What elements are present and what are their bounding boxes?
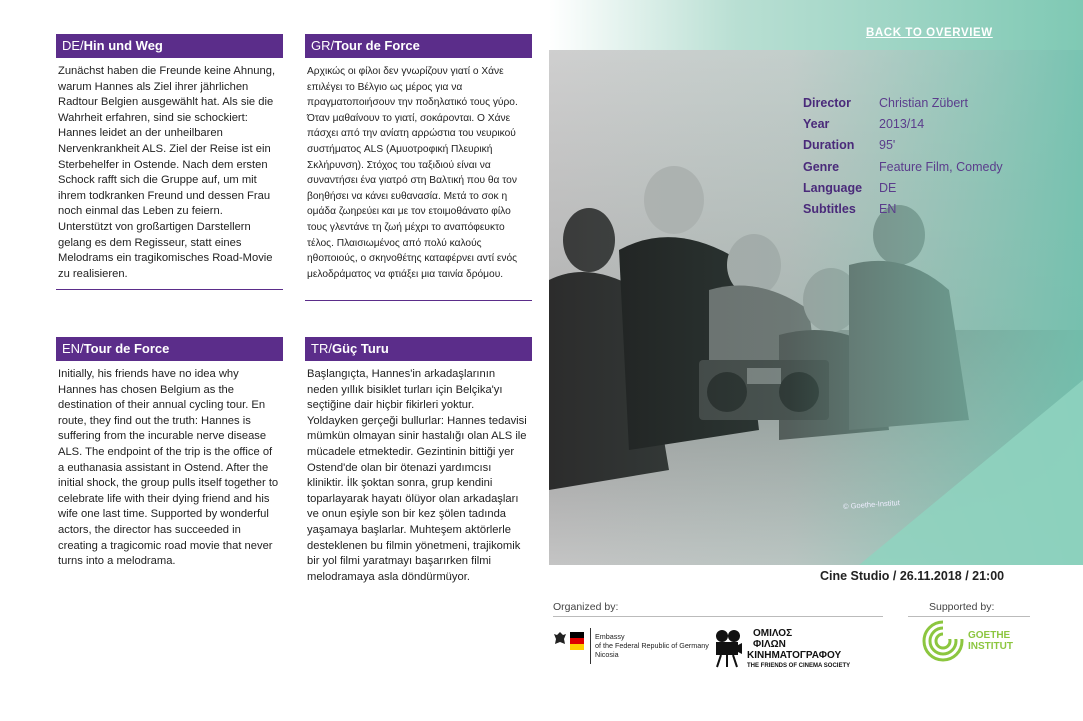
detail-row-director <box>803 92 1003 113</box>
detail-label: Genre <box>803 159 840 174</box>
section-de-body: Zunächst haben die Freunde keine Ahnung, warum Hannes als Ziel ihrer jährlichen Radtour Belgien ausgewählt hat. Als sie die Wahrheit erfahren, sind sie schockiert: Hannes leidet an der unheilbaren Nervenkrankheit ALS. Ziel der Reise ist ein Sterbehelfer in Ostende. Nach dem ersten Schock rafft sich die Gruppe auf, um mit ihrem todkranken Freund und dessen Frau noch einmal das Leben zu feiern. Unterstützt von großartigen Darstellern gelang es dem Regisseur, statt eines Melodrams ein tragikomisches Road-Movie zu realisieren. <box>58 65 276 280</box>
german-flag-icon <box>570 632 584 650</box>
section-gr-code: GR/ <box>311 38 335 53</box>
detail-label: Duration <box>803 138 855 153</box>
friends-line: ΟΜΙΛΟΣ <box>753 628 793 639</box>
detail-value: Christian Zübert <box>879 95 968 110</box>
section-tr-title: Güç Turu <box>331 341 389 356</box>
embassy-divider <box>590 628 591 664</box>
section-de <box>56 34 283 282</box>
section-de-rule <box>56 289 283 290</box>
section-de-header <box>56 34 283 58</box>
section-gr-header <box>305 34 532 58</box>
embassy-line: of the Federal Republic of Germany <box>595 641 709 650</box>
friends-text <box>747 628 850 671</box>
friends-line: ΦΙΛΩΝ <box>753 639 786 650</box>
detail-row-genre <box>803 156 1003 177</box>
goethe-line: GOETHE <box>968 630 1011 641</box>
friends-line: ΚΙΝΗΜΑΤΟΓΡΑΦΟΥ <box>747 650 842 661</box>
section-en-header <box>56 337 283 361</box>
friends-line: THE FRIENDS OF CINEMA SOCIETY <box>747 663 851 669</box>
film-details <box>803 92 1003 220</box>
detail-label: Subtitles <box>803 202 856 217</box>
detail-label: Director <box>803 95 851 110</box>
organized-divider <box>553 616 883 617</box>
detail-row-duration <box>803 135 1003 156</box>
embassy-line: Embassy <box>595 632 625 641</box>
goethe-text <box>968 630 1013 652</box>
goethe-logo-icon <box>922 620 964 662</box>
goethe-institut-logo <box>922 620 1013 662</box>
detail-label: Language <box>803 180 863 195</box>
detail-row-year <box>803 113 1003 134</box>
section-en-body: Initially, his friends have no idea why Hannes has chosen Belgium as the destination of their annual cycling tour. En route, they find out the truth: Hannes is suffering from the incurable nerve disease ALS. The endpoint of the trip is the office of a euthanasia assistant in Ostend. After the initial shock, the group pulls itself together to celebrate life with their dying friend and his wife one last time. Supported by wonderful actors, the director has succeeded in creating a tragicomic road movie that never turns into a melodrama. <box>58 368 279 568</box>
detail-value: Feature Film, Comedy <box>879 159 1003 174</box>
section-gr <box>305 34 532 282</box>
photo-credit: © Goethe-Institut <box>842 498 901 511</box>
supported-by-label: Supported by: <box>929 601 995 613</box>
section-en <box>56 337 283 570</box>
detail-label: Year <box>803 116 830 131</box>
section-de-code: DE/ <box>62 38 84 53</box>
embassy-line: Nicosia <box>595 650 619 659</box>
section-gr-rule <box>305 300 532 301</box>
section-gr-title: Tour de Force <box>334 38 420 53</box>
detail-value: DE <box>879 180 897 195</box>
section-de-title: Hin und Weg <box>83 38 163 53</box>
detail-value: 2013/14 <box>879 116 925 131</box>
section-tr-body: Başlangıçta, Hannes'in arkadaşlarının neden yıllık bisiklet turları için Belçika'yı seçtiğine dair hiçbir fikirleri yoktur. Yoldayken gerçeği bullurlar: Hannes tedavisi mümkün olmayan sinir hastalığı olan ALS ile mücadele etmektedir. Gezintinin bittiği yer Ostend'de olan bir ötenazi yardımcısı kliniktir. İlk şoktan sonra, grup kendini toparlayarak hayatı ölüyor olan arkadaşları ve onun eşiyle son bir kez şölen tadında yaşamaya başlarlar. Muhteşem aktörlerle desteklenen bu filmin yönetmeni, trajikomik bir yol filmi yaratmayı başarırken filmi melodramaya asla döndürmüyor. <box>307 368 527 583</box>
detail-value: EN <box>879 202 897 217</box>
section-en-title: Tour de Force <box>83 341 170 356</box>
organized-by-label: Organized by: <box>553 601 619 613</box>
section-en-code: EN/ <box>62 341 84 356</box>
german-eagle-icon <box>553 630 567 650</box>
section-tr-header <box>305 337 532 361</box>
goethe-line: INSTITUT <box>968 641 1013 652</box>
supported-divider <box>908 616 1030 617</box>
film-camera-icon <box>713 628 743 668</box>
detail-row-subtitles <box>803 198 1003 219</box>
section-gr-body: Αρχικώς οι φίλοι δεν γνωρίζουν γιατί ο Χάνε επιλέγει το Βέλγιο ως μέρος για να πραγματοποιήσουν την ποδηλατικό τους γύρο. Όταν μαθαίνουν το γιατί, σοκάρονται. Ο Χάνε πάσχει από την ανίατη αρρώστια του νευρικού συστήματος ALS (Αμυοτροφική Πλευρική Σκλήρυνση). Στόχος του ταξιδιού είναι να συναντήσει ένα γιατρό στη Βαλτική που θα τον βοηθήσει να κάνει ευθανασία. Μετά το σοκ η ομάδα ζωηρεύει και με τον ετοιμοθάνατο φίλο τους γλεντάνε τη ζωή μέχρι το αναπόφευκτο τέλος. Πλαισιωμένος από πολύ καλούς ηθοποιούς, ο σκηνοθέτης καταφέρνει αντί ενός μελοδράματος να φτιάξει μια ταινία δρόμου. <box>307 66 518 280</box>
back-to-overview-link[interactable]: BACK TO OVERVIEW <box>866 27 993 39</box>
embassy-logo <box>553 628 709 664</box>
embassy-text <box>595 632 709 659</box>
screening-info: Cine Studio / 26.11.2018 / 21:00 <box>820 569 1005 583</box>
detail-value: 95' <box>879 138 896 153</box>
detail-row-language <box>803 177 1003 198</box>
section-tr-code: TR/ <box>311 341 332 356</box>
friends-of-cinema-logo <box>713 628 850 671</box>
section-tr <box>305 337 532 585</box>
